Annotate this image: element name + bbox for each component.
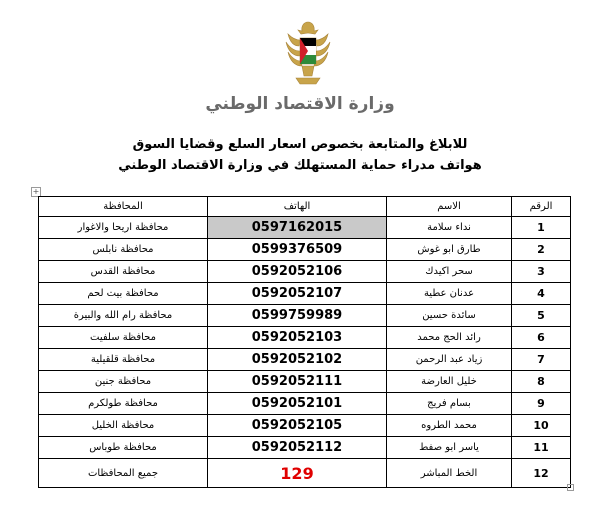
row-num: 3 [512, 261, 571, 283]
table-row [39, 415, 571, 437]
row-num: 8 [512, 371, 571, 393]
row-phone: 0592052112 [208, 437, 387, 459]
row-name: خليل العارضة [387, 371, 512, 393]
row-name: طارق ابو غوش [387, 239, 512, 261]
row-phone: 0597162015 [208, 217, 387, 239]
row-phone: 0592052101 [208, 393, 387, 415]
row-name: زياد عبد الرحمن [387, 349, 512, 371]
row-name: عدنان عطية [387, 283, 512, 305]
table-row [39, 283, 571, 305]
header-governorate: المحافظة [39, 197, 208, 217]
header-name: الاسم [387, 197, 512, 217]
row-num: 12 [512, 459, 571, 488]
row-governorate: محافظة القدس [39, 261, 208, 283]
row-num: 4 [512, 283, 571, 305]
row-governorate: محافظة طولكرم [39, 393, 208, 415]
row-num: 7 [512, 349, 571, 371]
row-name: محمد الطروه [387, 415, 512, 437]
table-row [39, 349, 571, 371]
row-governorate: محافظة سلفيت [39, 327, 208, 349]
row-governorate: محافظة جنين [39, 371, 208, 393]
table-row [39, 371, 571, 393]
row-governorate: محافظة بيت لحم [39, 283, 208, 305]
row-phone: 0592052105 [208, 415, 387, 437]
row-num: 6 [512, 327, 571, 349]
row-governorate: جميع المحافظات [39, 459, 208, 488]
row-phone: 129 [208, 459, 387, 488]
table-row [39, 261, 571, 283]
table-row [39, 239, 571, 261]
table-row [39, 459, 571, 488]
row-num: 10 [512, 415, 571, 437]
table-row [39, 437, 571, 459]
row-phone: 0599759989 [208, 305, 387, 327]
row-num: 2 [512, 239, 571, 261]
row-governorate: محافظة قلقيلية [39, 349, 208, 371]
row-name: سحر اكيدك [387, 261, 512, 283]
row-num: 1 [512, 217, 571, 239]
ministry-name: وزارة الاقتصاد الوطني [205, 94, 395, 114]
row-num: 11 [512, 437, 571, 459]
row-num: 9 [512, 393, 571, 415]
row-name: سائدة حسين [387, 305, 512, 327]
row-name: ياسر ابو صفط [387, 437, 512, 459]
contacts-table [38, 196, 571, 488]
table-row [39, 327, 571, 349]
row-governorate: محافظة اريحا والاغوار [39, 217, 208, 239]
table-row [39, 217, 571, 239]
row-governorate: محافظة طوباس [39, 437, 208, 459]
row-phone: 0599376509 [208, 239, 387, 261]
row-phone: 0592052106 [208, 261, 387, 283]
table-header-row [39, 197, 571, 217]
row-phone: 0592052102 [208, 349, 387, 371]
row-phone: 0592052107 [208, 283, 387, 305]
row-name: رائد الحج محمد [387, 327, 512, 349]
row-name: بسام فريج [387, 393, 512, 415]
row-governorate: محافظة رام الله والبيرة [39, 305, 208, 327]
table-row [39, 305, 571, 327]
table-move-handle-icon[interactable]: + [32, 187, 40, 196]
ministry-emblem-icon [282, 16, 334, 92]
heading-report-prices: للابلاغ والمتابعة بخصوص اسعار السلع وقضايا السوق [132, 137, 468, 152]
row-phone: 0592052111 [208, 371, 387, 393]
row-governorate: محافظة نابلس [39, 239, 208, 261]
row-name: الخط المباشر [387, 459, 512, 488]
heading-consumer-protection-phones: هواتف مدراء حماية المستهلك في وزارة الاقتصاد الوطني [118, 158, 482, 173]
row-phone: 0592052103 [208, 327, 387, 349]
row-num: 5 [512, 305, 571, 327]
row-name: نداء سلامة [387, 217, 512, 239]
row-governorate: محافظة الخليل [39, 415, 208, 437]
table-resize-handle-icon[interactable] [567, 484, 574, 491]
header-num: الرقم [512, 197, 571, 217]
table-row [39, 393, 571, 415]
header-phone: الهاتف [208, 197, 387, 217]
